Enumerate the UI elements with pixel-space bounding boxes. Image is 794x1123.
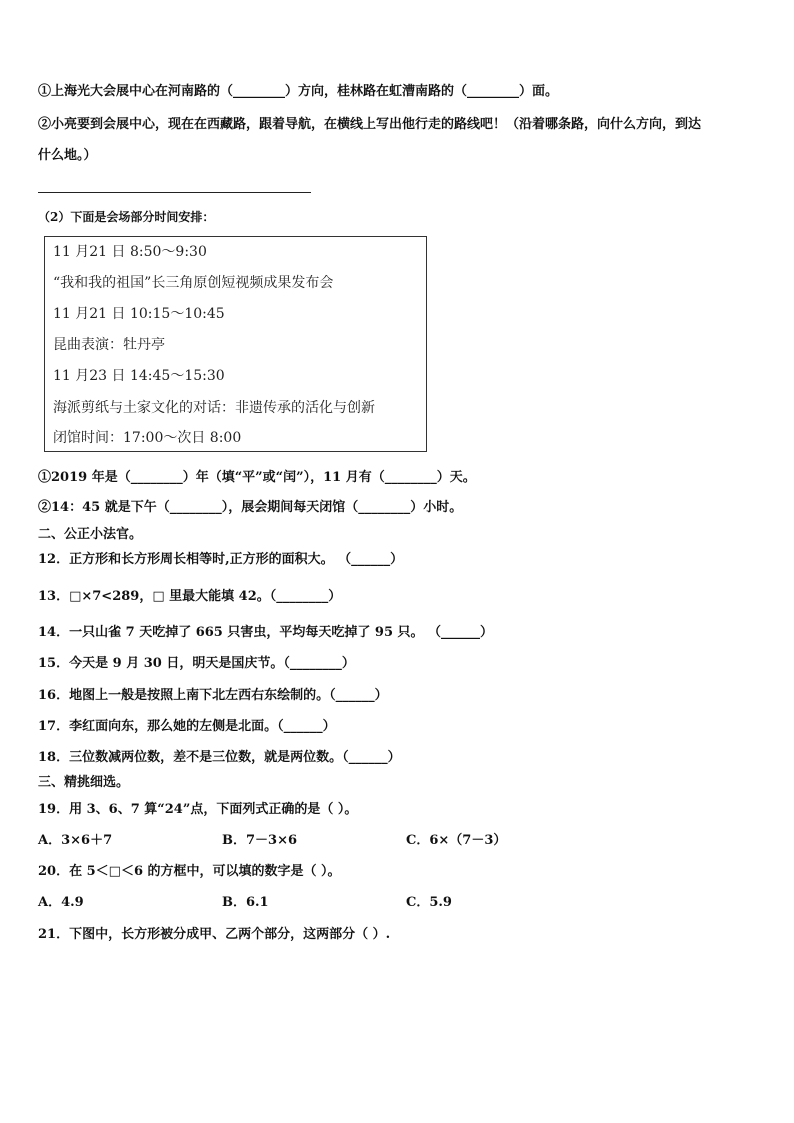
question-19-option-b: B．7－3×6 <box>222 833 298 848</box>
question-20: 20．在 5＜□＜6 的方框中，可以填的数字是（ ）。 <box>38 864 341 879</box>
schedule-line-5: 11 月23 日 14:45～15:30 <box>53 368 225 384</box>
schedule-line-2: “我和我的祖国”长三角原创短视频成果发布会 <box>53 275 334 291</box>
section3-title: 三、精挑细选。 <box>38 775 130 790</box>
schedule-line-3: 11 月21 日 10:15～10:45 <box>53 306 225 322</box>
question-19: 19．用 3、6、7 算“24”点，下面列式正确的是（ ）。 <box>38 802 358 817</box>
question-12: 12．正方形和长方形周长相等时,正方形的面积大。 （______） <box>38 552 404 567</box>
question-19-option-c: C．6×（7－3） <box>406 833 507 848</box>
question-14: 14．一只山雀 7 天吃掉了 665 只害虫，平均每天吃掉了 95 只。 （______） <box>38 625 494 640</box>
schedule-line-6: 海派剪纸与土家文化的对话：非遗传承的活化与创新 <box>53 400 375 416</box>
question-13: 13．□×7<289，□ 里最大能填 42。（________） <box>38 589 342 604</box>
part1-question-2-line1: ②小亮要到会展中心，现在在西藏路，跟着导航，在横线上写出他行走的路线吧！（沿着哪条路，向什么方向，到达 <box>38 117 702 132</box>
question-17: 17．李红面向东，那么她的左侧是北面。（______） <box>38 719 336 734</box>
question-18: 18．三位数减两位数，差不是三位数，就是两位数。（______） <box>38 750 401 765</box>
question-16: 16．地图上一般是按照上南下北左西右东绘制的。（______） <box>38 688 388 703</box>
schedule-box <box>44 236 427 452</box>
question-21: 21．下图中，长方形被分成甲、乙两个部分，这两部分（ ）. <box>38 927 391 942</box>
section2-title: 二、公正小法官。 <box>38 527 143 542</box>
part2-question-1: ①2019 年是（________）年（填“平”或“闰”），11 月有（________）天。 <box>38 470 476 485</box>
schedule-line-1: 11 月21 日 8:50～9:30 <box>53 244 207 260</box>
schedule-line-7: 闭馆时间：17:00～次日 8:00 <box>53 430 242 446</box>
question-20-option-a: A．4.9 <box>38 895 84 910</box>
question-15: 15．今天是 9 月 30 日，明天是国庆节。（________） <box>38 656 355 671</box>
question-19-option-a: A．3×6＋7 <box>38 833 113 848</box>
question-20-option-c: C．5.9 <box>406 895 452 910</box>
part1-question-1: ①上海光大会展中心在河南路的（________）方向，桂林路在虹漕南路的（________）面。 <box>38 84 559 99</box>
answer-line <box>38 192 311 193</box>
schedule-line-4: 昆曲表演：牡丹亭 <box>53 337 165 353</box>
part2-heading: （2）下面是会场部分时间安排： <box>38 210 215 224</box>
question-20-option-b: B．6.1 <box>222 895 269 910</box>
part1-question-2-line2: 什么地。） <box>38 148 97 163</box>
part2-question-2: ②14：45 就是下午（________），展会期间每天闭馆（________）小时。 <box>38 500 463 515</box>
